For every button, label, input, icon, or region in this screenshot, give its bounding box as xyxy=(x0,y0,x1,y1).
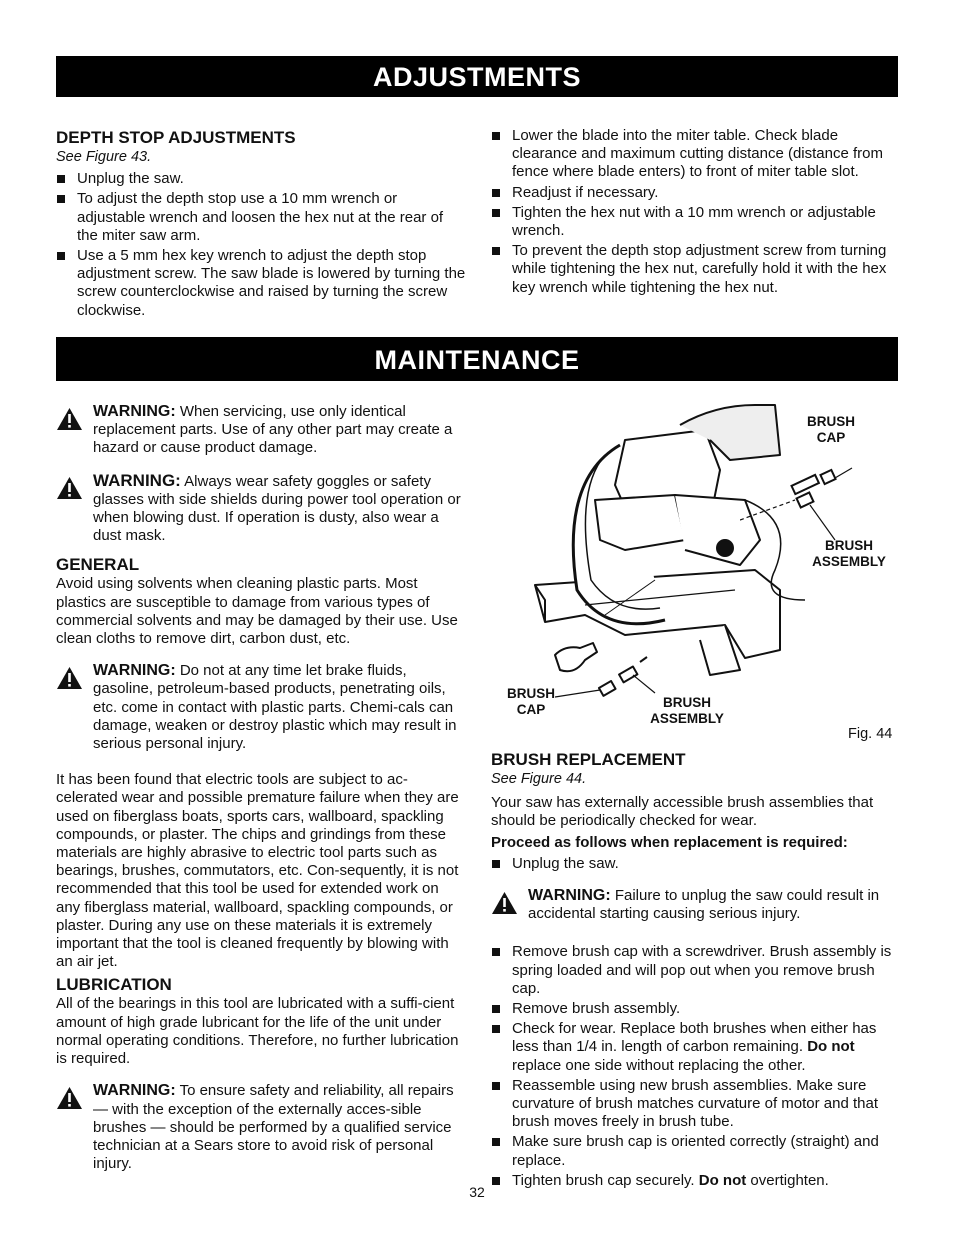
leader-lines-bottom xyxy=(555,655,665,715)
list-item: Reassemble using new brush assemblies. Make sure curvature of brush matches curvature of motor and that brush moves freely in brush tube. xyxy=(491,1077,898,1132)
label-brush-cap-bottom xyxy=(505,686,557,718)
warning-label: WARNING: xyxy=(93,1082,176,1100)
list-text: replace one side without replacing the other. xyxy=(512,1056,806,1074)
warning-text: To ensure safety and reliability, all repairs — with the exception of the externally acces-sible brushes — should be performed by a qualified service technician at a Sears store to avoid risk of personal injury. xyxy=(93,1082,454,1173)
list-item: Remove brush cap with a screwdriver. Brush assembly is spring loaded and will pop out when you remove brush cap. xyxy=(491,943,898,998)
list-item: Make sure brush cap is oriented correctly (straight) and replace. xyxy=(491,1133,898,1169)
list-item: Readjust if necessary. xyxy=(491,184,898,202)
brush-replacement-heading: BRUSH REPLACEMENT xyxy=(491,750,686,769)
lubrication-paragraph: All of the bearings in this tool are lubricated with a suffi-cient amount of high grade lubricant for the life of the unit under normal operating conditions. Therefore, no further lubrication is required. xyxy=(56,995,459,1068)
warning-block xyxy=(56,472,466,546)
list-bold: Do not xyxy=(807,1038,855,1056)
warning-label: WARNING: xyxy=(93,403,176,420)
label-line: CAP xyxy=(516,702,546,717)
list-bold: Do not xyxy=(698,1171,747,1189)
brush-parts-top-illustration xyxy=(740,460,860,550)
warning-text: Failure to unplug the saw could result in accidental starting causing serious injury. xyxy=(528,887,880,923)
brush-replacement-proceed: Proceed as follows when replacement is required: xyxy=(491,833,848,851)
list-text: Tighten brush cap securely. xyxy=(512,1171,699,1189)
depth-stop-heading: DEPTH STOP ADJUSTMENTS xyxy=(56,128,296,147)
brush-replacement-see: See Figure 44. xyxy=(491,771,587,787)
figure-caption: Fig. 44 xyxy=(848,726,893,742)
list-item: Unplug the saw. xyxy=(491,855,898,873)
list-item: Tighten the hex nut with a 10 mm wrench or adjustable wrench. xyxy=(491,204,898,240)
list-item: Use a 5 mm hex key wrench to adjust the depth stop adjustment screw. The saw blade is lowered by turning the screw counterclockwise and raised by turning the screw clockwise. xyxy=(56,247,466,320)
warning-label: WARNING: xyxy=(93,470,181,490)
warning-block xyxy=(56,1082,466,1173)
label-line: BRUSH xyxy=(662,695,711,710)
warning-block xyxy=(56,403,466,458)
warning-text: Do not at any time let brake fluids, gasoline, petroleum-based products, penetrating oils, etc. come in contact with plastic parts. Chemi-cals can damage, weaken or destroy plastic which may result in serious personal injury. xyxy=(93,662,457,753)
depth-stop-see: See Figure 43. xyxy=(56,149,152,165)
list-item: Lower the blade into the miter table. Check blade clearance and maximum cutting distance (distance from fence where blade enters) to front of miter table slot. xyxy=(491,127,898,182)
label-line: BRUSH xyxy=(506,686,555,701)
lubrication-heading: LUBRICATION xyxy=(56,975,172,995)
warning-triangle-icon xyxy=(56,666,83,690)
maintenance-left-column xyxy=(56,403,466,1173)
warning-label: WARNING: xyxy=(528,887,611,905)
warning-text: When servicing, use only identical replacement parts. Use of any other part may create a hazard or cause product damage. xyxy=(93,403,453,457)
general-heading: GENERAL xyxy=(56,555,140,575)
list-text: Check for wear. Replace both brushes when either has less than 1/4 in. length of carbon remaining. xyxy=(512,1020,877,1056)
list-item xyxy=(491,1020,898,1075)
warning-label: WARNING: xyxy=(93,662,176,680)
brush-replacement-paragraph: Your saw has externally accessible brush assemblies that should be periodically checked for wear. xyxy=(491,794,874,830)
label-line: BRUSH xyxy=(806,414,855,429)
list-text: overtighten. xyxy=(746,1171,829,1189)
depth-stop-right xyxy=(491,127,898,299)
general-paragraph-2: It has been found that electric tools are subject to ac-celerated wear and possible premature failure when they are used on fiberglass boats, sports cars, wallboard, spackling compounds, or plaster. The chips and grindings from these materials are highly abrasive to electric tool parts such as bearings, brushes, commutators, etc. Con-sequently, it is not recommended that this tool be used for extended work on any fiberglass material, wallboard, spackling compounds, or plaster. During any use on these materials it is extremely important that the tool is cleaned frequently by blowing with an air jet. xyxy=(56,771,459,971)
label-line: BRUSH xyxy=(824,538,873,553)
label-line: CAP xyxy=(816,430,846,445)
label-line: ASSEMBLY xyxy=(812,554,886,569)
warning-block xyxy=(491,887,898,923)
label-line: ASSEMBLY xyxy=(650,711,724,726)
page-number: 32 xyxy=(469,1184,485,1200)
list-item: Remove brush assembly. xyxy=(491,1000,898,1018)
list-item: To prevent the depth stop adjustment screw from turning while tightening the hex nut, carefully hold it with the hex key wrench while tightening the hex nut. xyxy=(491,242,898,297)
label-brush-assembly-bottom xyxy=(650,695,724,727)
warning-triangle-icon xyxy=(56,476,83,500)
warning-triangle-icon xyxy=(56,407,83,431)
depth-stop-left xyxy=(56,128,466,322)
list-item: To adjust the depth stop use a 10 mm wrench or adjustable wrench and loosen the hex nut at the rear of the miter saw arm. xyxy=(56,190,466,245)
warning-block xyxy=(56,662,466,753)
label-brush-cap-top xyxy=(806,414,856,446)
list-item: Unplug the saw. xyxy=(56,170,466,188)
warning-triangle-icon xyxy=(56,1086,83,1110)
adjustments-banner: ADJUSTMENTS xyxy=(56,56,898,97)
warning-triangle-icon xyxy=(491,891,518,915)
maintenance-banner: MAINTENANCE xyxy=(56,337,898,381)
label-brush-assembly-right xyxy=(812,538,886,570)
brush-replacement-column xyxy=(491,750,898,1192)
warning-text: Always wear safety goggles or safety glasses with side shields during power tool operation or when blowing dust. If operation is dusty, also wear a dust mask. xyxy=(93,472,461,545)
general-paragraph: Avoid using solvents when cleaning plastic parts. Most plastics are susceptible to damage from various types of commercial solvents and may be damaged by their use. Use clean cloths to remove dirt, carbon dust, etc. xyxy=(56,575,458,648)
